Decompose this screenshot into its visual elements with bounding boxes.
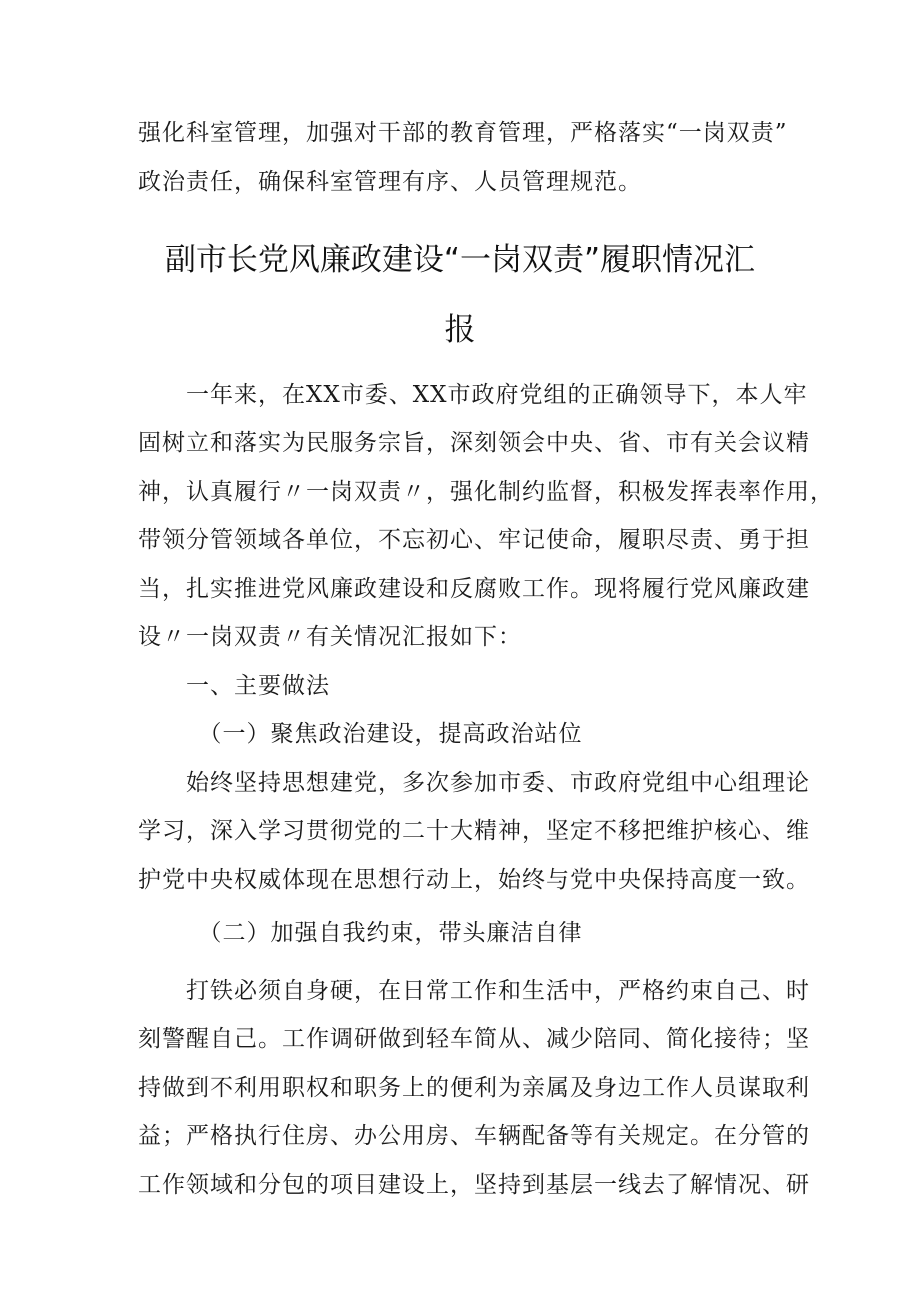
subheading-1: （一）聚焦政治建设，提高政治站位 — [138, 721, 583, 747]
subheading-2: （二）加强自我约束，带头廉洁自律 — [138, 920, 583, 946]
paragraph1-line-5: 当，扎实推进党风廉政建设和反腐败工作。现将履行党风廉政建 — [138, 576, 810, 602]
paragraph2-line-2: 学习，深入学习贯彻党的二十大精神，坚定不移把维护核心、维 — [138, 818, 810, 844]
paragraph3-line-2: 刻警醒自己。工作调研做到轻车简从、减少陪同、简化接待；坚 — [138, 1026, 810, 1052]
paragraph1-line-6: 设〃一岗双责〃有关情况汇报如下： — [138, 624, 522, 650]
document-title-line-2: 报 — [444, 312, 476, 348]
paragraph3-line-4: 益；严格执行住房、办公用房、车辆配备等有关规定。在分管的 — [138, 1123, 810, 1149]
paragraph1-line-4: 带领分管领域各单位，不忘初心、牢记使命，履职尽责、勇于担 — [138, 527, 810, 553]
paragraph3-line-1: 打铁必须自身硬，在日常工作和生活中，严格约束自己、时 — [138, 978, 810, 1004]
paragraph1-line-3: 神，认真履行〃一岗双责〃，强化制约监督，积极发挥表率作用， — [138, 479, 834, 505]
paragraph2-line-3: 护党中央权威体现在思想行动上，始终与党中央保持高度一致。 — [138, 867, 810, 893]
paragraph3-line-3: 持做到不利用职权和职务上的便利为亲属及身边工作人员谋取利 — [138, 1075, 810, 1101]
document-title-line-1: 副市长党风廉政建设“一岗双责”履职情况汇 — [164, 242, 756, 278]
paragraph3-line-5: 工作领域和分包的项目建设上，坚持到基层一线去了解情况、研 — [138, 1172, 810, 1198]
section-heading: 一、主要做法 — [138, 673, 330, 699]
paragraph1-line-2: 固树立和落实为民服务宗旨，深刻领会中央、省、市有关会议精 — [138, 430, 810, 456]
paragraph2-line-1: 始终坚持思想建党，多次参加市委、市政府党组中心组理论 — [138, 770, 810, 796]
paragraph1-line-1: 一年来，在XX市委、XX市政府党组的正确领导下，本人牢 — [138, 382, 808, 408]
intro-line-1: 强化科室管理，加强对干部的教育管理，严格落实“一岗双责” — [138, 120, 788, 146]
intro-line-2: 政治责任，确保科室管理有序、人员管理规范。 — [138, 169, 642, 195]
